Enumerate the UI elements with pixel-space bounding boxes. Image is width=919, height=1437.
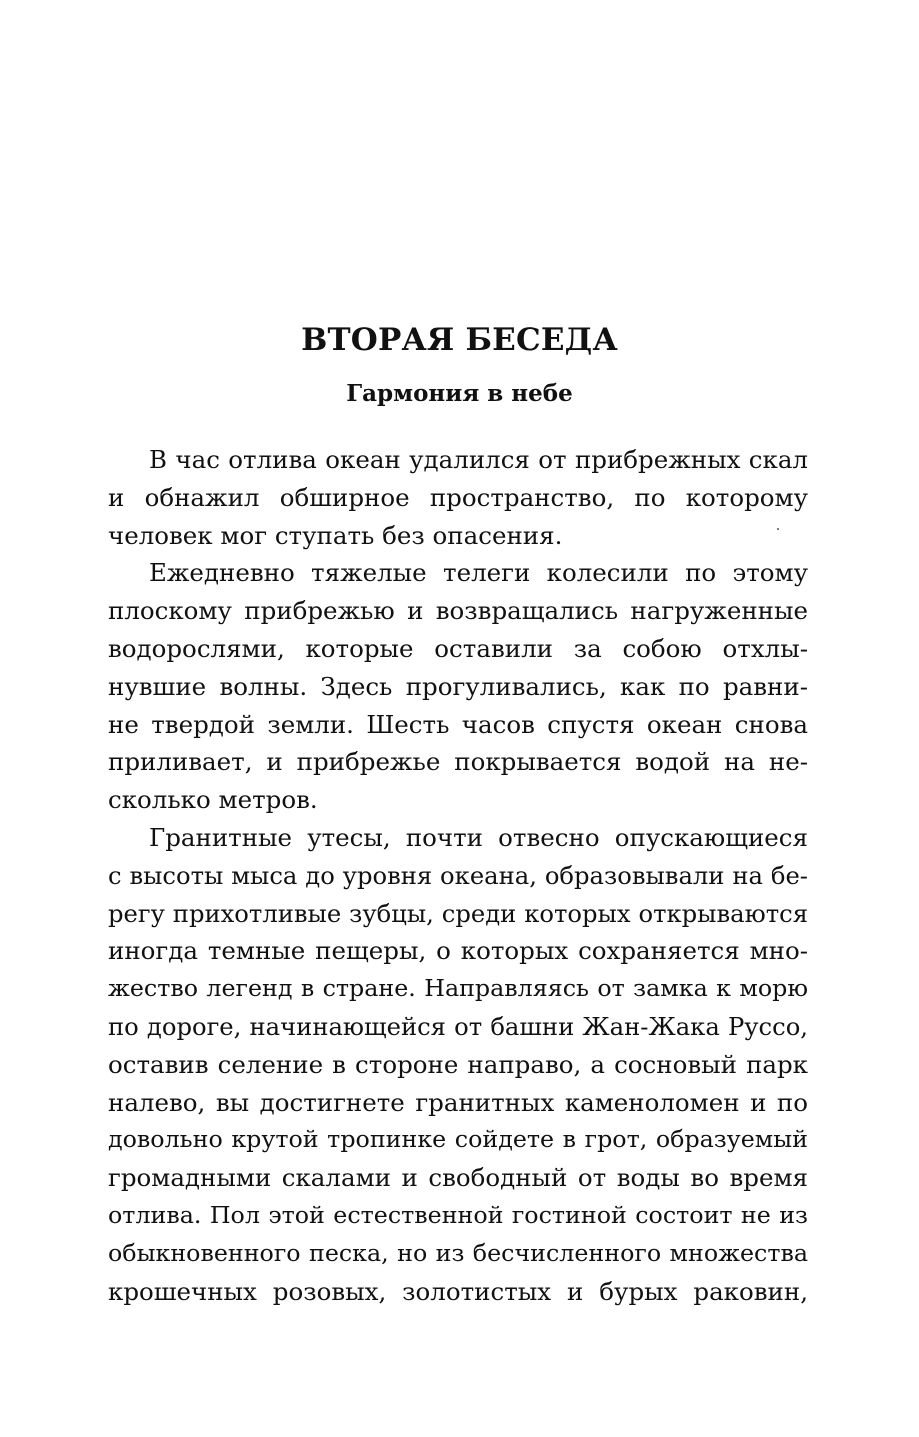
- chapter-subtitle: Гармония в небе: [346, 380, 573, 407]
- text-line: плоскому прибрежью и возвращались нагруженные: [108, 596, 808, 626]
- text-line: Ежедневно тяжелые телеги колесили по этому: [149, 558, 808, 588]
- text-line: сколько метров.: [108, 785, 318, 815]
- text-line: налево, вы достигнете гранитных каменоломен и по: [108, 1087, 808, 1117]
- text-line: водорослями, которые оставили за собою отхлы-: [108, 633, 808, 663]
- text-line: человек мог ступать без опасения.: [108, 520, 563, 550]
- chapter-title: ВТОРАЯ БЕСЕДА: [301, 322, 618, 358]
- text-line: отлива. Пол этой естественной гостиной состоит не из: [108, 1200, 808, 1229]
- text-line: крошечных розовых, золотистых и бурых раковин,: [108, 1276, 808, 1306]
- paragraph-2: [108, 554, 808, 819]
- text-line: громадными скалами и свободный от воды во время: [108, 1163, 808, 1193]
- text-line: Гранитные утесы, почти отвесно опускающиеся: [149, 822, 808, 852]
- text-line: оставив селение в стороне направо, а сосновый парк: [108, 1049, 808, 1079]
- body-text: [108, 441, 808, 1310]
- text-line: довольно крутой тропинке сойдете в грот, образуемый: [108, 1125, 808, 1154]
- text-line: по дороге, начинающейся от башни Жан-Жака Руссо,: [108, 1011, 808, 1041]
- text-line: регу прихотливые зубцы, среди которых открываются: [108, 898, 808, 928]
- paragraph-1: [108, 441, 808, 554]
- text-line: с высоты мыса до уровня океана, образовывали на бе-: [108, 860, 808, 890]
- text-line: В час отлива океан удалился от прибрежных скал: [149, 445, 808, 474]
- text-line: жество легенд в стране. Направляясь от замка к морю: [108, 974, 808, 1003]
- text-line: и обнажил обширное пространство, по которому: [108, 482, 808, 512]
- paragraph-3: [108, 819, 808, 1310]
- text-line: нувшие волны. Здесь прогуливались, как по равни-: [108, 671, 808, 701]
- text-line: иногда темные пещеры, о которых сохраняется мно-: [108, 936, 808, 966]
- text-line: приливает, и прибрежье покрывается водой на не-: [108, 747, 808, 777]
- text-line: не твердой земли. Шесть часов спустя океан снова: [108, 709, 808, 739]
- text-line: обыкновенного песка, но из бесчисленного множества: [108, 1238, 808, 1267]
- print-speck: [777, 528, 779, 530]
